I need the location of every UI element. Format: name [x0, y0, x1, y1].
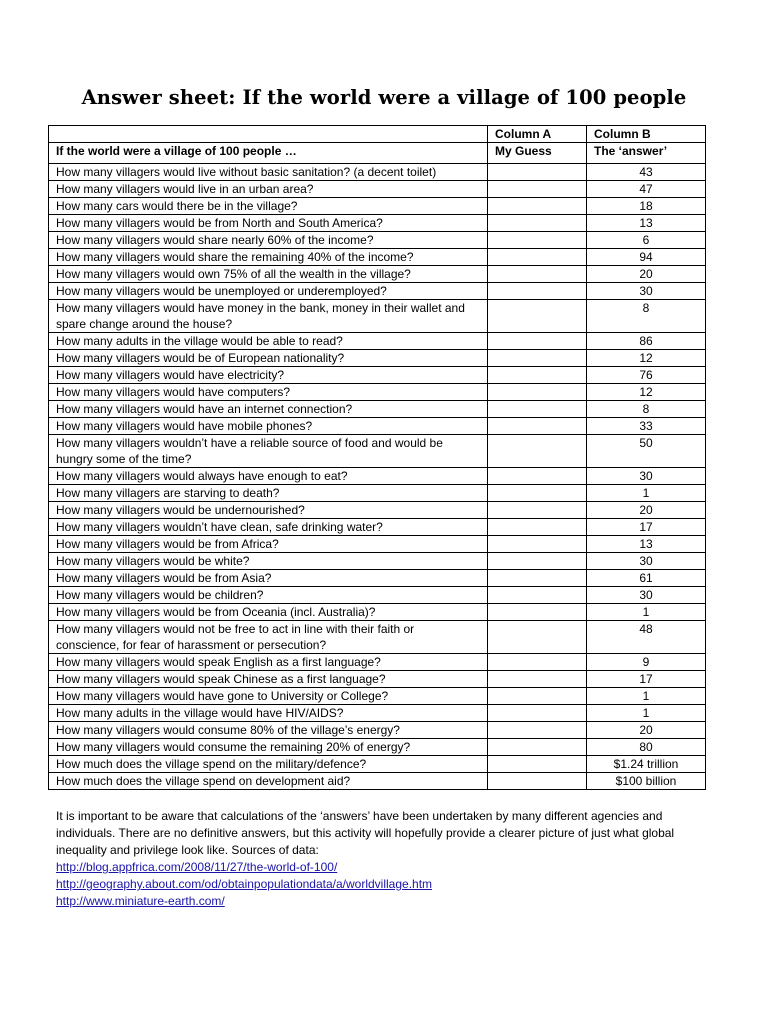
guess-cell[interactable] [488, 468, 587, 485]
answer-cell: 80 [587, 739, 706, 756]
question-cell: How many villagers would be from Oceania (incl. Australia)? [49, 604, 488, 621]
question-cell: How many villagers would be white? [49, 553, 488, 570]
guess-cell[interactable] [488, 671, 587, 688]
table-row [49, 283, 706, 300]
guess-cell[interactable] [488, 418, 587, 435]
table-row [49, 756, 706, 773]
table-row [49, 536, 706, 553]
table-row [49, 570, 706, 587]
question-cell: How many villagers would be of European nationality? [49, 350, 488, 367]
table-row [49, 587, 706, 604]
answer-cell: 30 [587, 587, 706, 604]
table-row [49, 181, 706, 198]
my-guess-header: My Guess [488, 143, 587, 164]
table-header-row-2 [49, 143, 706, 164]
table-row [49, 266, 706, 283]
table-row [49, 215, 706, 232]
guess-cell[interactable] [488, 350, 587, 367]
table-row [49, 671, 706, 688]
guess-cell[interactable] [488, 587, 587, 604]
guess-cell[interactable] [488, 181, 587, 198]
answer-cell: 30 [587, 283, 706, 300]
answer-cell: 76 [587, 367, 706, 384]
question-cell: How many villagers would be from North and South America? [49, 215, 488, 232]
question-column-header: If the world were a village of 100 people … [49, 143, 488, 164]
column-a-label: Column A [488, 126, 587, 143]
answer-cell: $100 billion [587, 773, 706, 790]
question-cell: How many villagers would have mobile phones? [49, 418, 488, 435]
answer-cell: 9 [587, 654, 706, 671]
sources-note [56, 808, 706, 910]
answer-cell: 1 [587, 604, 706, 621]
question-cell: How many villagers wouldn’t have a reliable source of food and would be hungry some of the time? [49, 435, 488, 468]
table-row [49, 367, 706, 384]
answer-cell: 18 [587, 198, 706, 215]
answer-cell: 33 [587, 418, 706, 435]
table-row [49, 722, 706, 739]
guess-cell[interactable] [488, 333, 587, 350]
question-cell: How many villagers wouldn’t have clean, safe drinking water? [49, 519, 488, 536]
guess-cell[interactable] [488, 435, 587, 468]
question-cell: How many villagers would have gone to University or College? [49, 688, 488, 705]
guess-cell[interactable] [488, 519, 587, 536]
answer-cell: 30 [587, 553, 706, 570]
answer-header: The ‘answer’ [587, 143, 706, 164]
guess-cell[interactable] [488, 164, 587, 181]
question-cell: How many adults in the village would be able to read? [49, 333, 488, 350]
source-link[interactable]: http://geography.about.com/od/obtainpopulationdata/a/worldvillage.htm [56, 877, 433, 891]
guess-cell[interactable] [488, 739, 587, 756]
table-row [49, 739, 706, 756]
table-row [49, 468, 706, 485]
table-row [49, 654, 706, 671]
question-cell: How many villagers would have computers? [49, 384, 488, 401]
guess-cell[interactable] [488, 367, 587, 384]
guess-cell[interactable] [488, 232, 587, 249]
guess-cell[interactable] [488, 401, 587, 418]
question-cell: How many cars would there be in the village? [49, 198, 488, 215]
table-row [49, 418, 706, 435]
column-b-label: Column B [587, 126, 706, 143]
guess-cell[interactable] [488, 215, 587, 232]
question-cell: How many villagers would share the remaining 40% of the income? [49, 249, 488, 266]
table-row [49, 198, 706, 215]
answer-cell: 13 [587, 215, 706, 232]
guess-cell[interactable] [488, 604, 587, 621]
answer-cell: 6 [587, 232, 706, 249]
answer-cell: 1 [587, 485, 706, 502]
guess-cell[interactable] [488, 485, 587, 502]
guess-cell[interactable] [488, 249, 587, 266]
table-header-row-1 [49, 126, 706, 143]
table-row [49, 401, 706, 418]
question-cell: How many villagers would not be free to act in line with their faith or conscience, for fear of harassment or persecution? [49, 621, 488, 654]
table-row [49, 232, 706, 249]
table-row [49, 384, 706, 401]
table-row [49, 604, 706, 621]
table-row [49, 519, 706, 536]
question-cell: How much does the village spend on the military/defence? [49, 756, 488, 773]
table-row [49, 553, 706, 570]
question-cell: How many villagers would speak Chinese as a first language? [49, 671, 488, 688]
table-row [49, 773, 706, 790]
question-cell: How many villagers would consume the remaining 20% of energy? [49, 739, 488, 756]
source-link[interactable]: http://blog.appfrica.com/2008/11/27/the-world-of-100/ [56, 860, 338, 874]
table-row [49, 249, 706, 266]
answer-cell: 47 [587, 181, 706, 198]
guess-cell[interactable] [488, 705, 587, 722]
table-row [49, 333, 706, 350]
answer-cell: 12 [587, 384, 706, 401]
page-title: Answer sheet: If the world were a village of 100 people [81, 86, 687, 109]
guess-cell[interactable] [488, 198, 587, 215]
guess-cell[interactable] [488, 283, 587, 300]
answer-cell: 50 [587, 435, 706, 468]
answer-cell: 20 [587, 502, 706, 519]
guess-cell[interactable] [488, 553, 587, 570]
guess-cell[interactable] [488, 654, 587, 671]
source-link[interactable]: http://www.miniature-earth.com/ [56, 894, 225, 908]
table-row [49, 688, 706, 705]
table-row [49, 502, 706, 519]
answer-cell: 17 [587, 519, 706, 536]
guess-cell[interactable] [488, 722, 587, 739]
table-row [49, 705, 706, 722]
question-cell: How many villagers would be unemployed or underemployed? [49, 283, 488, 300]
guess-cell[interactable] [488, 756, 587, 773]
question-cell: How many villagers would be children? [49, 587, 488, 604]
guess-cell[interactable] [488, 266, 587, 283]
guess-cell[interactable] [488, 570, 587, 587]
question-cell: How many villagers would have an internet connection? [49, 401, 488, 418]
guess-cell[interactable] [488, 688, 587, 705]
answer-cell: 30 [587, 468, 706, 485]
guess-cell[interactable] [488, 502, 587, 519]
answer-cell: 8 [587, 300, 706, 333]
answer-cell: 20 [587, 722, 706, 739]
question-cell: How many villagers would own 75% of all the wealth in the village? [49, 266, 488, 283]
answer-cell: 13 [587, 536, 706, 553]
question-cell: How many villagers are starving to death? [49, 485, 488, 502]
question-cell: How much does the village spend on development aid? [49, 773, 488, 790]
question-cell: How many villagers would always have enough to eat? [49, 468, 488, 485]
answer-cell: 12 [587, 350, 706, 367]
question-cell: How many villagers would be from Asia? [49, 570, 488, 587]
question-cell: How many villagers would have money in the bank, money in their wallet and spare change around the house? [49, 300, 488, 333]
table-row [49, 621, 706, 654]
table-row [49, 300, 706, 333]
header-blank-cell [49, 126, 488, 143]
question-cell: How many villagers would have electricity? [49, 367, 488, 384]
question-cell: How many adults in the village would have HIV/AIDS? [49, 705, 488, 722]
question-cell: How many villagers would be undernourished? [49, 502, 488, 519]
answer-cell: $1.24 trillion [587, 756, 706, 773]
answer-cell: 43 [587, 164, 706, 181]
answer-cell: 1 [587, 688, 706, 705]
note-text: It is important to be aware that calculations of the ‘answers’ have been undertaken by many different agencies and individuals. There are no definitive answers, but this activity will hopefully provide a clearer picture of just what global inequality and privilege look like. Sources of data: [56, 809, 675, 857]
table-row [49, 435, 706, 468]
guess-cell[interactable] [488, 300, 587, 333]
answer-cell: 17 [587, 671, 706, 688]
guess-cell[interactable] [488, 773, 587, 790]
answer-cell: 61 [587, 570, 706, 587]
question-cell: How many villagers would share nearly 60% of the income? [49, 232, 488, 249]
answer-cell: 8 [587, 401, 706, 418]
table-row [49, 164, 706, 181]
table-row [49, 350, 706, 367]
answer-cell: 20 [587, 266, 706, 283]
guess-cell[interactable] [488, 536, 587, 553]
question-cell: How many villagers would live without basic sanitation? (a decent toilet) [49, 164, 488, 181]
guess-cell[interactable] [488, 621, 587, 654]
question-cell: How many villagers would live in an urban area? [49, 181, 488, 198]
answer-cell: 94 [587, 249, 706, 266]
answer-table [48, 125, 706, 790]
answer-cell: 48 [587, 621, 706, 654]
table-row [49, 485, 706, 502]
question-cell: How many villagers would be from Africa? [49, 536, 488, 553]
question-cell: How many villagers would consume 80% of the village’s energy? [49, 722, 488, 739]
answer-cell: 1 [587, 705, 706, 722]
answer-cell: 86 [587, 333, 706, 350]
guess-cell[interactable] [488, 384, 587, 401]
question-cell: How many villagers would speak English as a first language? [49, 654, 488, 671]
